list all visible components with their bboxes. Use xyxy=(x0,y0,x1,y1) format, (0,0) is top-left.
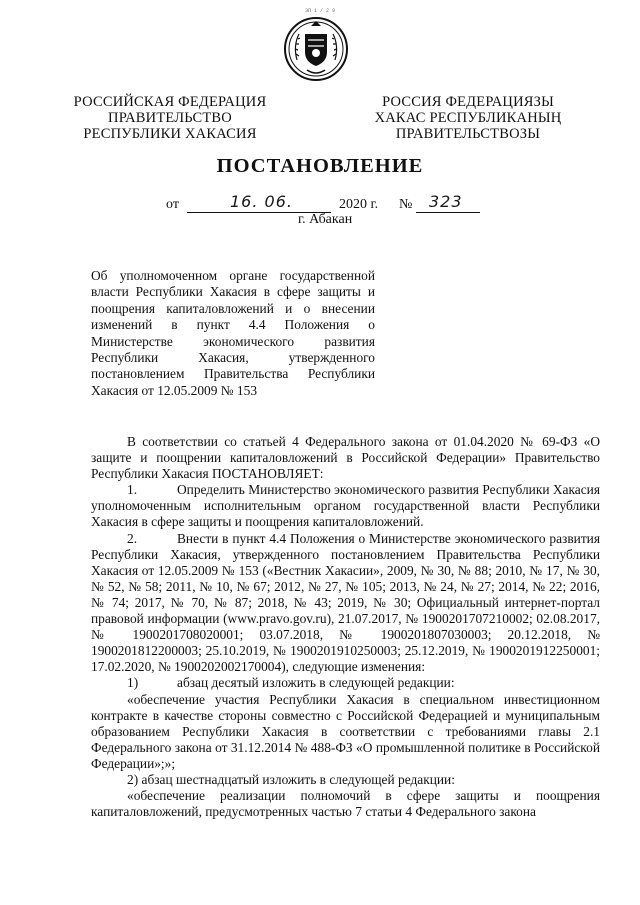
item-2 xyxy=(91,531,600,676)
document-title: ПОСТАНОВЛЕНИЕ xyxy=(216,155,424,177)
item-text: Определить Министерство экономического развития Республики Хакасия уполномоченным исполнительным органом государственной власти Республики Хакасия в сфере защиты и поощрения капиталовложений. xyxy=(91,482,600,530)
item-1 xyxy=(91,482,600,530)
number-sign: № xyxy=(399,197,413,212)
subitem-2: 2) абзац шестнадцатый изложить в следующей редакции: xyxy=(127,771,455,787)
header-right-line: ПРАВИТЕЛЬСТВОЗЫ xyxy=(395,126,541,142)
coat-of-arms-emblem xyxy=(283,16,349,82)
date-number-line xyxy=(166,192,566,215)
quote-2: «обеспечение реализации полномочий в сфере защиты и поощрения капиталовложений, предусмотренных частью 7 статьи 4 Федерального закона xyxy=(91,788,600,820)
year: 2020 г. xyxy=(339,197,379,212)
quote-1: «обеспечение участия Республики Хакасия в специальном инвестиционном контракте в качестве стороны совместно с Российской Федерацией и муниципальным образованием Республики Хакасия в соответствии с требованиями главы 2.1 Федерального закона от 31.12.2014 № 488-ФЗ «О промышленной политике в Российской Федерации»;»; xyxy=(91,691,600,771)
handwritten-number: 323 xyxy=(429,192,463,211)
header-left-line: ПРАВИТЕЛЬСТВО xyxy=(108,110,232,126)
document-body xyxy=(91,434,600,820)
preamble: В соответствии со статьей 4 Федерального закона от 01.04.2020 № 69-ФЗ «О защите и поощрении капиталовложений в Российской Федерации» Правительство Республики Хакасия ПОСТАНОВЛЯЕТ: xyxy=(91,434,600,482)
number-underline xyxy=(416,212,480,213)
city: г. Абакан xyxy=(298,212,353,227)
header-right-line: РОССИЯ ФЕДЕРАЦИЯЗЫ xyxy=(382,94,554,110)
handwritten-date: 16. 06. xyxy=(230,192,293,211)
subitem-text: абзац десятый изложить в следующей редакции: xyxy=(177,675,455,691)
header-khakas xyxy=(363,94,573,142)
header-left-line: РЕСПУБЛИКИ ХАКАСИЯ xyxy=(83,126,257,142)
header-russian xyxy=(70,94,270,142)
item-number: 2. xyxy=(127,530,138,546)
item-number: 1. xyxy=(127,482,138,498)
header-right-line: ХАКАС РЕСПУБЛИКАНЫҢ xyxy=(374,110,562,126)
subject-block: Об уполномоченном органе государственной власти Республики Хакасия в сфере защиты и поощрения капиталовложений и о внесении изменений в пункт 4.4 Положения о Министерстве экономического развития Республики Хакасия, утвержденного постановлением Правительства Республики Хакасия от 12.05.2009 № 153 xyxy=(91,268,375,398)
subitem-1 xyxy=(91,675,600,691)
item-text: Внести в пункт 4.4 Положения о Министерстве экономического развития Республики Хакасия, утвержденного постановлением Правительства Республики Хакасия от 12.05.2009 № 153 («Вестник Хакасии», 2009, № 30, № 88; 2010, № 17, № 30, № 52, № 58; 2011, № 10, № 67; 2012, № 27, № 105; 2013, № 24, № 27; 2014, № 22; 2016, № 74; 2017, № 70, № 87; 2018, № 43; 2019, № 30; Официальный интернет-портал правовой информации (www.pravo.gov.ru), 21.07.2017, № 1900201707210002; 02.08.2017, № 1900201708020001; 03.07.2018, № 1900201807030003; 20.12.2018, № 1900201812200003; 25.10.2019, № 1900201910250003; 25.12.2019, № 1900201912250001; 17.02.2020, № 1900202002170004), следующие изменения: xyxy=(91,530,600,675)
subitem-number: 1) xyxy=(127,675,139,691)
header-left-line: РОССИЙСКАЯ ФЕДЕРАЦИЯ xyxy=(73,94,267,110)
date-prefix: от xyxy=(166,197,179,212)
registration-stamp: ЭП 1 / 2 9 xyxy=(304,8,335,14)
